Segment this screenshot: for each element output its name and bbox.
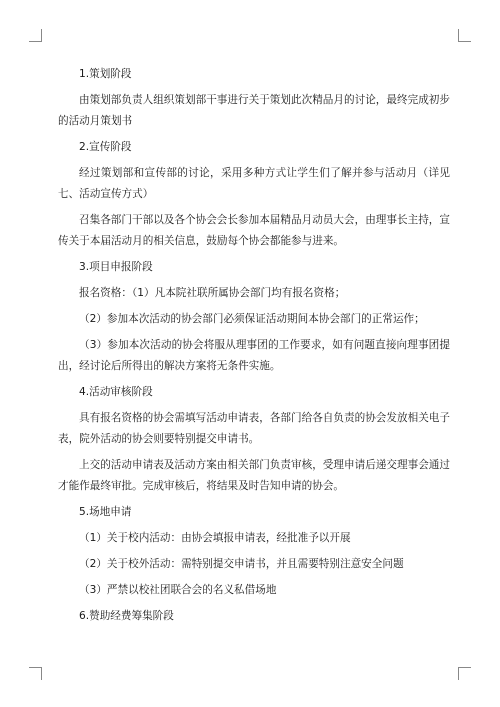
crop-mark-top-right: [458, 29, 471, 42]
paragraph: （1）关于校内活动：由协会填报申请表，经批准予以开展: [79, 532, 351, 544]
section-heading-venue: 5.场地申请: [79, 506, 132, 518]
section-heading-planning: 1.策划阶段: [79, 68, 132, 80]
crop-mark-bottom-left: [29, 667, 42, 680]
section-heading-funding: 6.赞助经费筹集阶段: [79, 610, 174, 622]
paragraph: （3）参加本次活动的协会将服从理事团的工作要求，如有问题直接向理事团提出，经讨论后所得出的解决方案将无条件实施。: [58, 339, 450, 372]
paragraph: 由策划部负责人组织策划部干事进行关于策划此次精品月的讨论，最终完成初步的活动月策划书: [58, 94, 450, 127]
crop-mark-bottom-right: [458, 667, 471, 680]
paragraph: 报名资格：（1）凡本院社联所属协会部门均有报名资格；: [79, 287, 346, 299]
paragraph: （2）参加本次活动的协会部门必须保证活动期间本协会部门的正常运作；: [79, 313, 425, 325]
paragraph: 具有报名资格的协会需填写活动申请表，各部门给各自负责的协会发放相关电子表，院外活动的协会则要特别提交申请书。: [58, 412, 450, 445]
paragraph: 经过策划部和宣传部的讨论，采用多种方式让学生们了解并参与活动月（详见七、活动宣传方式）: [58, 167, 450, 200]
section-heading-publicity: 2.宣传阶段: [79, 141, 132, 153]
paragraph: 召集各部门干部以及各个协会会长参加本届精品月动员大会，由理事长主持，宣传关于本届活动月的相关信息，鼓励每个协会都能参与进来。: [58, 214, 450, 247]
section-heading-review: 4.活动审核阶段: [79, 386, 153, 398]
section-heading-application: 3.项目申报阶段: [79, 261, 153, 273]
paragraph: 上交的活动申请表及活动方案由相关部门负责审核，受理申请后递交理事会通过才能作最终审批。完成审核后，将结果及时告知申请的协会。: [58, 459, 450, 492]
document-body: [58, 64, 450, 632]
paragraph: （3）严禁以校社团联合会的名义私借场地: [79, 584, 277, 596]
crop-mark-top-left: [29, 29, 42, 42]
paragraph: （2）关于校外活动：需特别提交申请书，并且需要特别注意安全问题: [79, 558, 404, 570]
